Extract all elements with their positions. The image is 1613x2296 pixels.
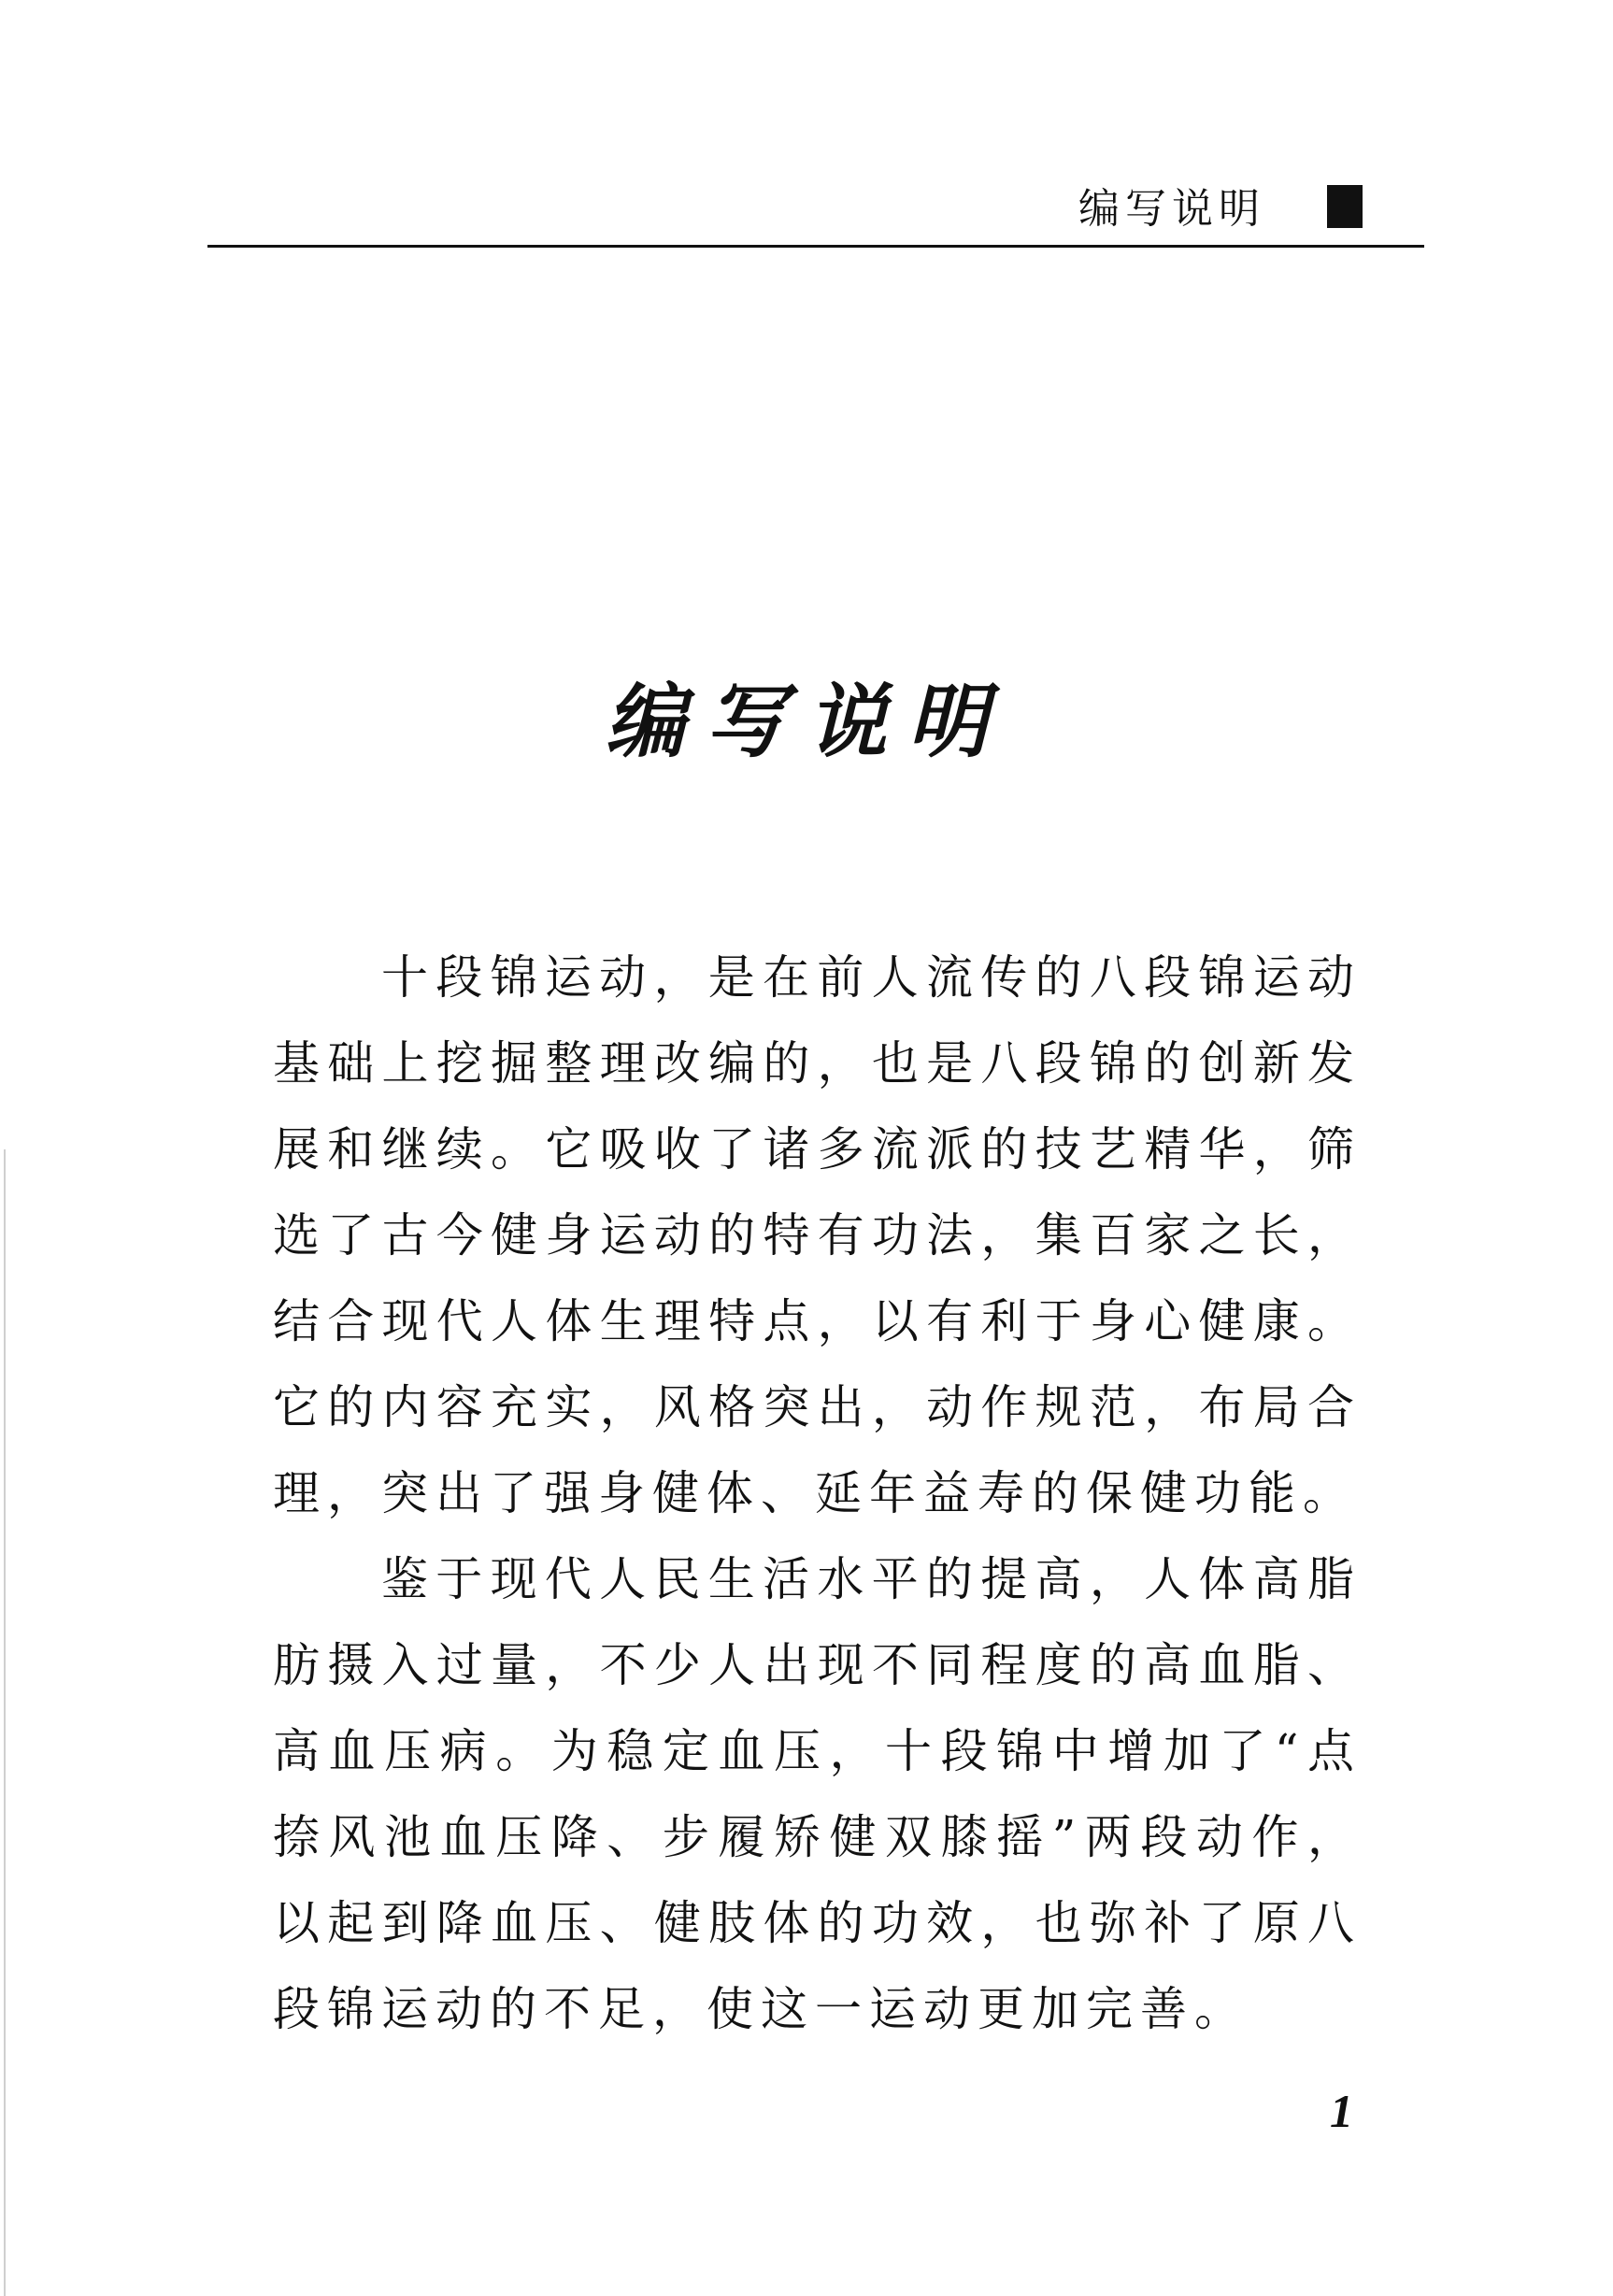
scan-edge-mark	[4, 1149, 6, 2296]
paragraph-2: 鉴于现代人民生活水平的提高，人体高脂肪摄入过量，不少人出现不同程度的高血脂、高血压病。为稳定血压，十段锦中增加了“点捺风池血压降、步履矫健双膝摇”两段动作，以起到降血压、健肢体的功效，也弥补了原八段锦运动的不足，使这一运动更加完善。	[273, 1552, 1362, 2036]
page-title: 编写说明	[605, 674, 1008, 769]
paragraph-1: 十段锦运动，是在前人流传的八段锦运动基础上挖掘整理改编的，也是八段锦的创新发展和继续。它吸收了诸多流派的技艺精华，筛选了古今健身运动的特有功法，集百家之长，结合现代人体生理特点，以有利于身心健康。它的内容充实，风格突出，动作规范，布局合理，突出了强身健体、延年益寿的保健功能。	[273, 950, 1362, 1520]
body-text	[273, 934, 1362, 2052]
running-header-title: 编写说明	[1078, 185, 1265, 233]
header-square-marker	[1327, 185, 1363, 228]
page-number: 1	[1330, 2085, 1353, 2137]
header-rule	[207, 245, 1424, 248]
running-header	[0, 176, 1613, 241]
